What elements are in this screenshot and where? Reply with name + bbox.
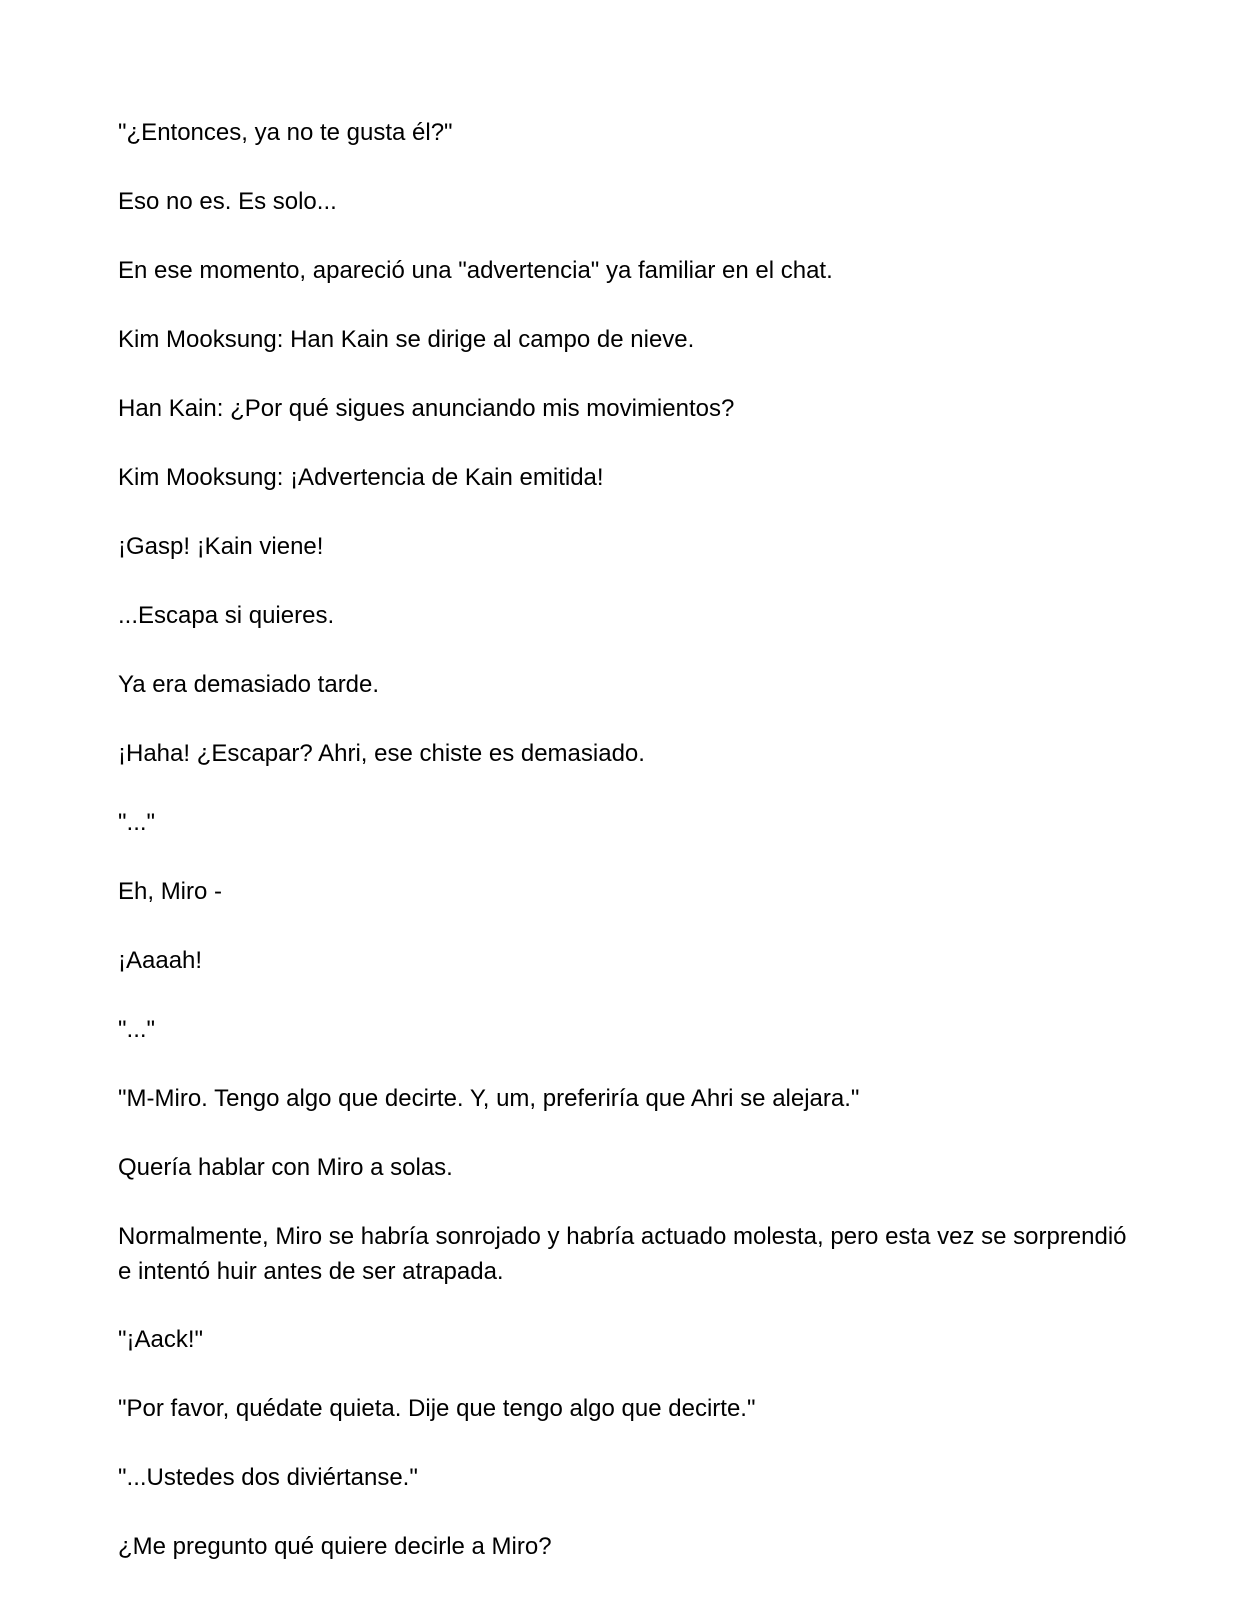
paragraph-2: Eso no es. Es solo... [118, 188, 337, 215]
paragraph-17: Normalmente, Miro se habría sonrojado y habría actuado molesta, pero esta vez se sorprendió e intentó huir antes de ser atrapada. [118, 1223, 1127, 1285]
paragraph-11: "..." [118, 809, 156, 836]
paragraph-19: "Por favor, quédate quieta. Dije que tengo algo que decirte." [118, 1395, 756, 1422]
paragraph-6: Kim Mooksung: ¡Advertencia de Kain emitida! [118, 464, 604, 491]
paragraph-20: "...Ustedes dos diviértanse." [118, 1464, 418, 1491]
paragraph-3: En ese momento, apareció una "advertencia" ya familiar en el chat. [118, 257, 833, 284]
paragraph-1: "¿Entonces, ya no te gusta él?" [118, 119, 453, 146]
paragraph-9: Ya era demasiado tarde. [118, 671, 380, 698]
paragraph-10: ¡Haha! ¿Escapar? Ahri, ese chiste es demasiado. [118, 740, 645, 767]
paragraph-12: Eh, Miro - [118, 878, 223, 905]
paragraph-4: Kim Mooksung: Han Kain se dirige al campo de nieve. [118, 326, 695, 353]
paragraph-16: Quería hablar con Miro a solas. [118, 1154, 453, 1181]
paragraph-5: Han Kain: ¿Por qué sigues anunciando mis movimientos? [118, 395, 735, 422]
paragraph-14: "..." [118, 1016, 156, 1043]
paragraph-21: ¿Me pregunto qué quiere decirle a Miro? [118, 1533, 552, 1560]
paragraph-7: ¡Gasp! ¡Kain viene! [118, 533, 324, 560]
paragraph-15: "M-Miro. Tengo algo que decirte. Y, um, preferiría que Ahri se alejara." [118, 1085, 860, 1112]
paragraph-13: ¡Aaaah! [118, 947, 203, 974]
paragraph-18: "¡Aack!" [118, 1326, 204, 1353]
paragraph-8: ...Escapa si quieres. [118, 602, 335, 629]
